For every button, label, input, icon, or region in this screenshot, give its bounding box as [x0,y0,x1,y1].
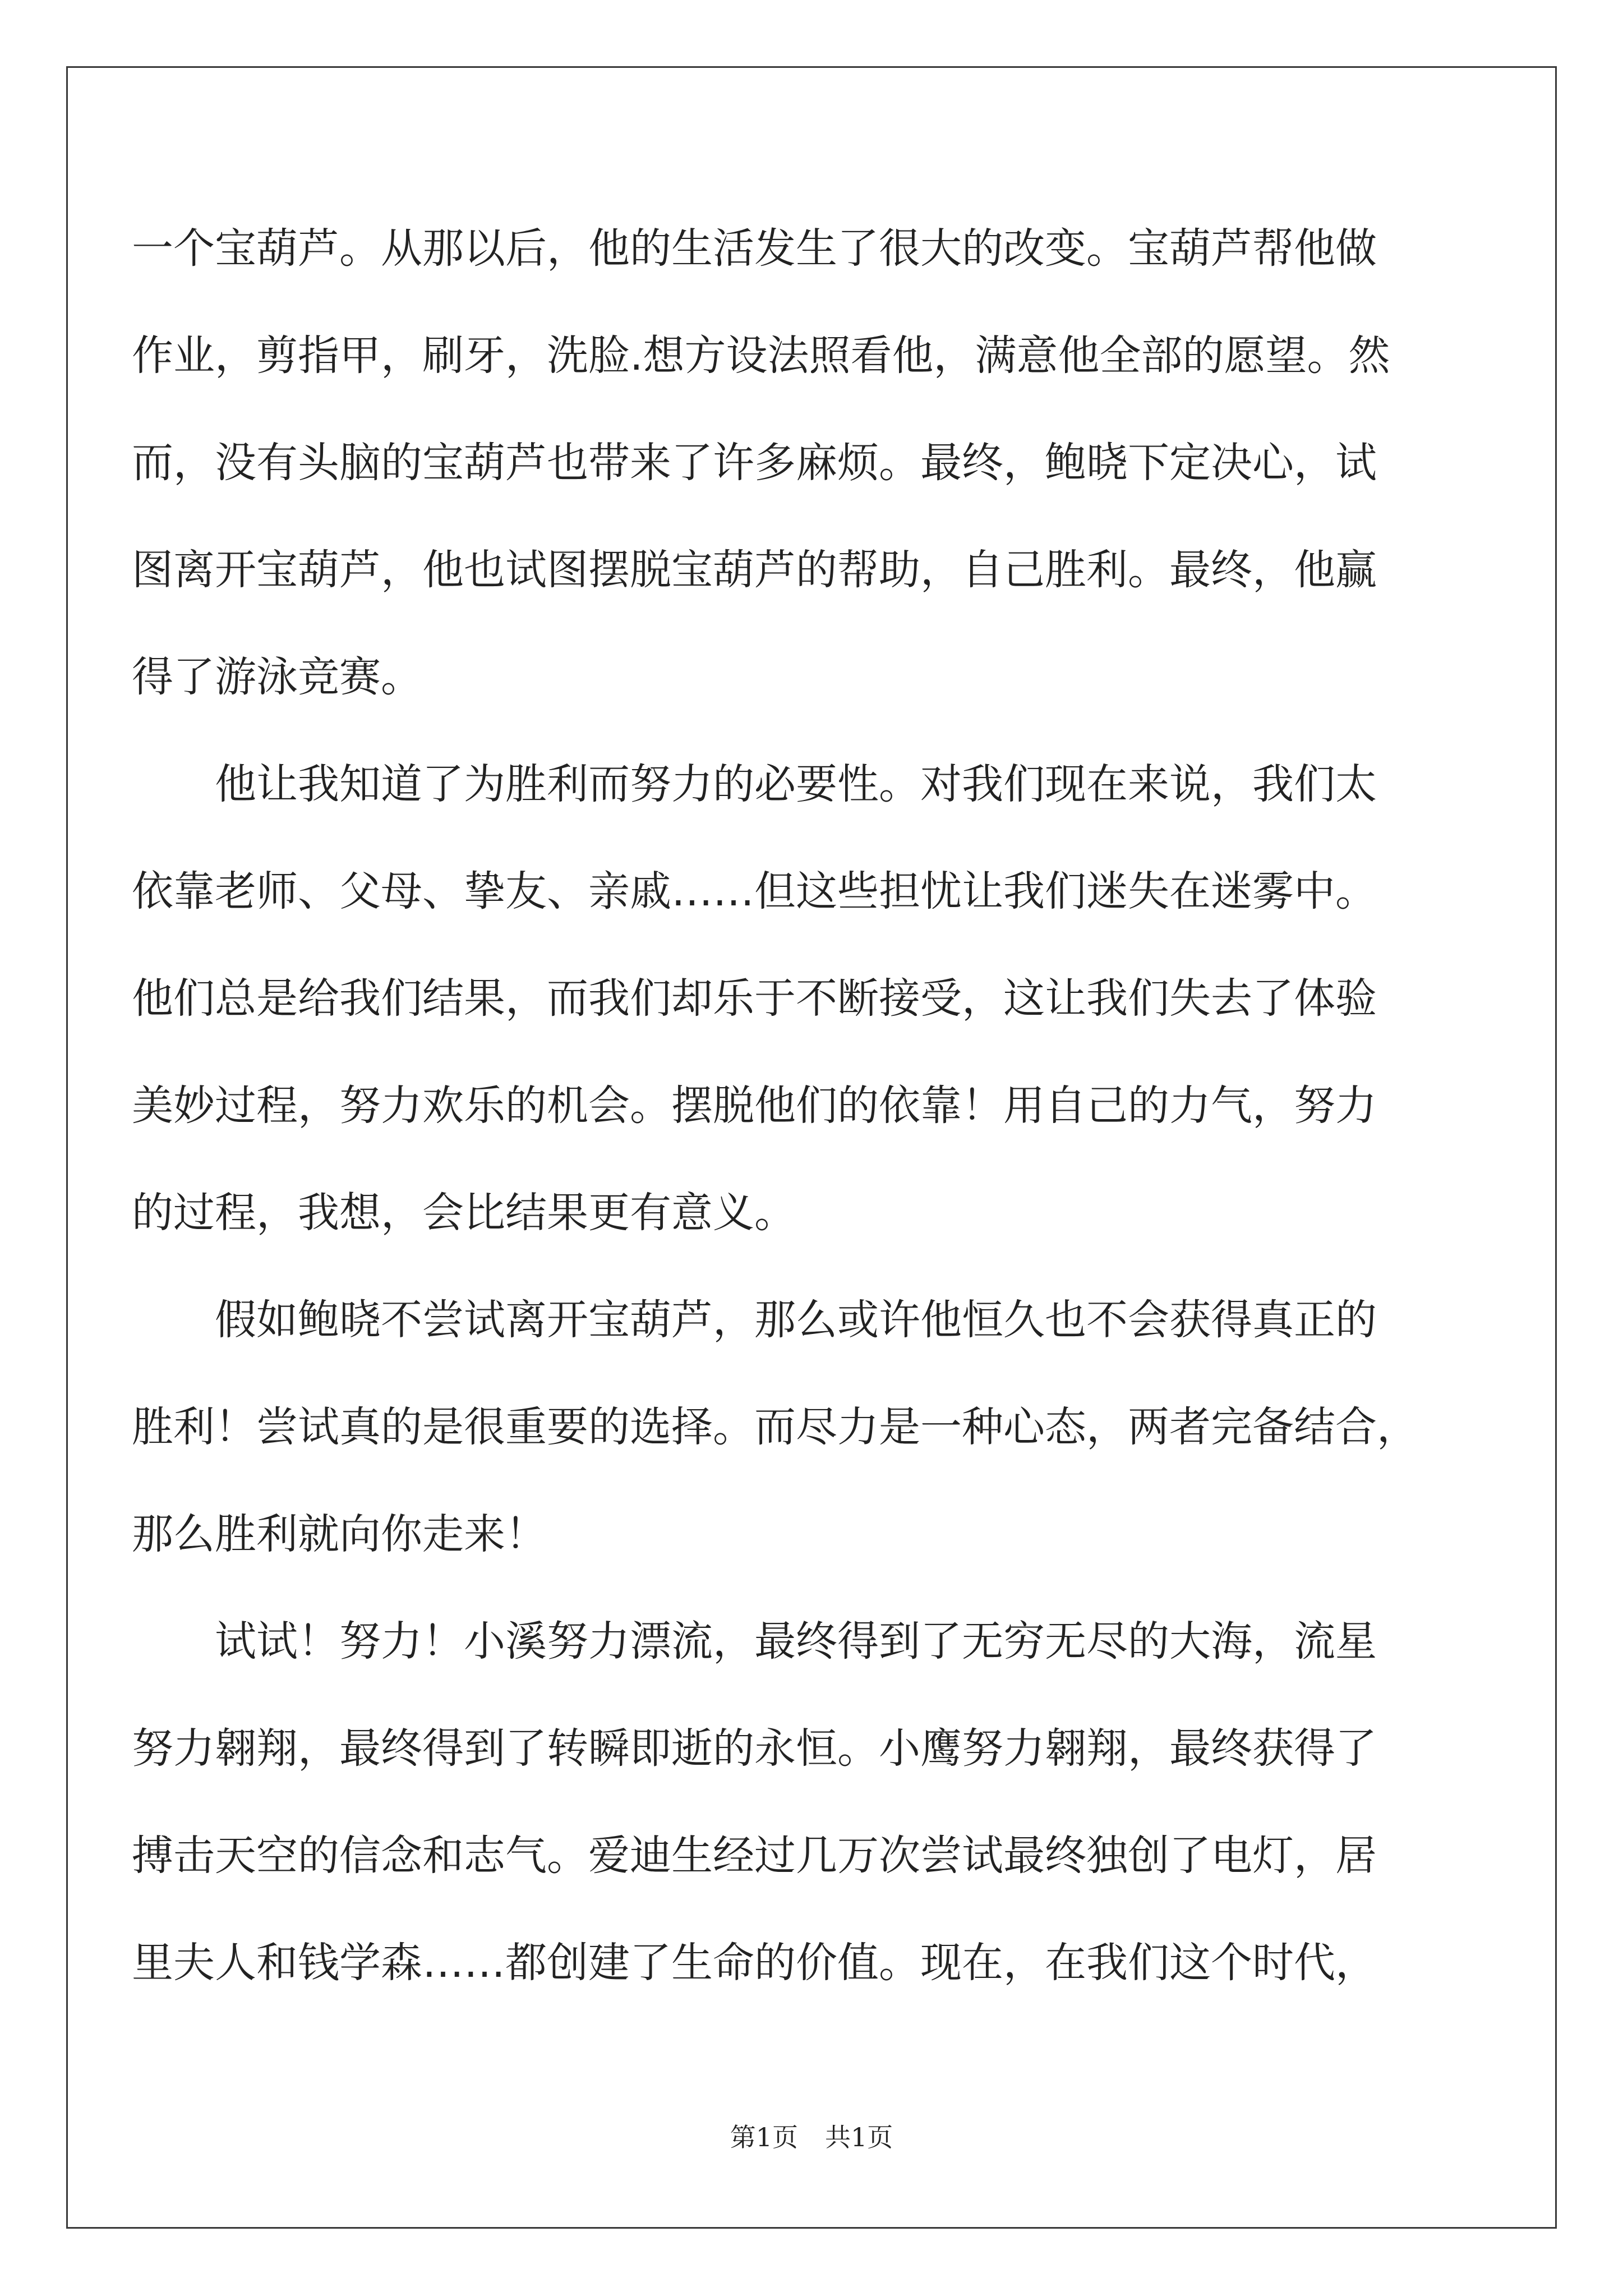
page-number-current: 第1页 [730,2122,798,2152]
text-line: 搏击天空的信念和志气。爱迪生经过几万次尝试最终独创了电灯，居 [132,1832,1377,1880]
text-line: 而，没有头脑的宝葫芦也带来了许多麻烦。最终，鲍晓下定决心，试 [132,439,1377,487]
page-number-total: 共1页 [825,2122,893,2152]
paragraph-first-line: 假如鲍晓不尝试离开宝葫芦，那么或许他恒久也不会获得真正的 [215,1296,1377,1344]
page-footer [0,2120,1623,2154]
paragraph-first-line: 他让我知道了为胜利而努力的必要性。对我们现在来说，我们太 [215,760,1377,808]
text-line: 作业，剪指甲，刷牙，洗脸.想方设法照看他，满意他全部的愿望。然 [132,332,1390,380]
text-line: 一个宝葫芦。从那以后，他的生活发生了很大的改变。宝葫芦帮他做 [132,224,1377,273]
document-body [132,195,1489,2017]
text-line: 努力翱翔，最终得到了转瞬即逝的永恒。小鹰努力翱翔，最终获得了 [132,1724,1377,1773]
paragraph-first-line: 试试！努力！小溪努力漂流，最终得到了无穷无尽的大海，流星 [215,1617,1377,1665]
text-line: 里夫人和钱学森……都创建了生命的价值。现在，在我们这个时代， [132,1939,1377,1987]
text-line: 他们总是给我们结果，而我们却乐于不断接受，这让我们失去了体验 [132,974,1377,1023]
text-line: 的过程，我想，会比结果更有意义。 [132,1189,796,1237]
text-line: 胜利！尝试真的是很重要的选择。而尽力是一种心态，两者完备结合， [132,1403,1418,1451]
text-line: 那么胜利就向你走来！ [132,1510,547,1558]
text-line: 美妙过程，努力欢乐的机会。摆脱他们的依靠！用自己的力气，努力 [132,1082,1377,1130]
text-line: 依靠老师、父母、挚友、亲戚……但这些担忧让我们迷失在迷雾中。 [132,867,1377,915]
text-line: 图离开宝葫芦，他也试图摆脱宝葫芦的帮助，自己胜利。最终，他赢 [132,546,1377,594]
text-line: 得了游泳竞赛。 [132,653,422,701]
